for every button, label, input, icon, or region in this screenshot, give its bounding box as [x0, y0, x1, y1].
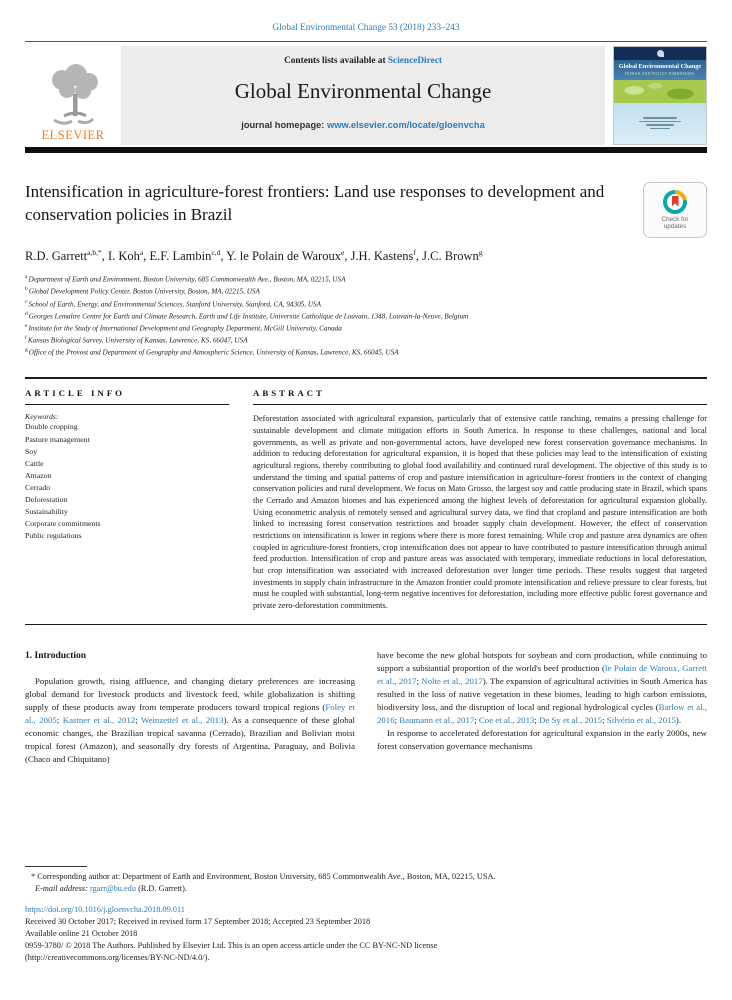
- footnote-divider: [25, 866, 87, 867]
- citation-link[interactable]: Silvério et al., 2015: [606, 714, 676, 725]
- intro-paragraph-2: In response to accelerated deforestation for agricultural expansion in the early 2000s, new forest conservation governance mechanisms: [377, 727, 707, 751]
- article-info-rule: [25, 404, 229, 405]
- elsevier-tree-icon: [34, 64, 112, 130]
- introduction-heading: 1. Introduction: [25, 650, 87, 661]
- author-affiliation-marker: a,b,*: [87, 248, 102, 257]
- journal-title: Global Environmental Change: [234, 79, 492, 103]
- affiliation-row: $^c$School of Earth, Energy, and Environmental Sciences, Stanford University, Stanford, CA, 94305, USA: [25, 298, 322, 308]
- keyword-item: Corporate commitments: [25, 519, 101, 529]
- text-segment: ;: [474, 714, 479, 725]
- article-info-column: [25, 388, 229, 611]
- citation-link[interactable]: Nolte et al., 2017: [421, 675, 483, 686]
- text-segment: ;: [135, 714, 141, 725]
- homepage-line: [121, 120, 605, 130]
- text-segment: , J.C. Brown: [415, 249, 479, 264]
- author-affiliation-marker: e: [340, 248, 345, 257]
- cover-text-bar: [650, 128, 670, 130]
- keyword-item: Deforestation: [25, 494, 68, 504]
- text-segment: ;: [534, 714, 540, 725]
- citation-link[interactable]: Coe et al., 2013: [478, 714, 535, 725]
- email-link[interactable]: rgarr@bu.edu: [90, 884, 136, 894]
- sciencedirect-link[interactable]: ScienceDirect: [387, 56, 442, 66]
- homepage-label: journal homepage:: [241, 120, 327, 130]
- masthead: [25, 46, 707, 145]
- text-segment: , E.F. Lambin: [143, 249, 212, 264]
- introduction-section: [25, 649, 707, 766]
- masthead-black-bar: [25, 147, 707, 153]
- citation-link[interactable]: Barlow et al., 2016: [377, 701, 707, 725]
- cover-text-bar: [646, 124, 674, 126]
- doi-link[interactable]: https://doi.org/10.1016/j.gloenvcha.2018.09.011: [25, 905, 185, 915]
- cover-text-bar: [643, 117, 677, 119]
- body-column-left: [25, 649, 355, 766]
- affiliation-row: $^f$Kansas Biological Survey, University of Kansas, Lawrence, KS, 66047, USA: [25, 335, 248, 345]
- affiliation-row: $^e$Institute for the Study of International Development and Geography Department, McGill University, Canada: [25, 322, 342, 333]
- abstract-column: [253, 388, 707, 611]
- cover-title: Global Environmental Change: [618, 63, 702, 70]
- affiliations: [25, 273, 707, 358]
- email-line: [25, 883, 707, 895]
- article-title: Intensification in agriculture-forest frontiers: Land use responses to development and conservation policies in Brazil: [25, 182, 605, 225]
- email-suffix: (R.D. Garrett).: [138, 884, 187, 894]
- abstract-end-divider: [25, 624, 707, 625]
- title-row: [25, 180, 707, 238]
- top-divider: [25, 41, 707, 42]
- corresponding-author-note: * Corresponding author at: Department of Earth and Environment, Boston University, 685 Commonwealth Ave., Boston, MA, 02215, USA.: [31, 872, 496, 881]
- license-line: (http://creativecommons.org/licenses/BY-NC-ND/4.0/).: [25, 953, 210, 963]
- cover-title-band: [614, 60, 706, 80]
- journal-citation-link[interactable]: Global Environmental Change 53 (2018) 233–243: [272, 23, 460, 33]
- text-segment: ;: [394, 714, 400, 725]
- citation-link[interactable]: Foley et al., 2005: [25, 701, 355, 725]
- affiliation-row: $^b$Global Development Policy Center, Boston University, Boston, MA, 02215, USA: [25, 286, 260, 296]
- cover-map-band: [614, 80, 706, 103]
- cover-footer: [614, 103, 706, 144]
- cover-subtitle: HUMAN AND POLICY DIMENSIONS: [625, 71, 695, 76]
- body-column-right: [377, 649, 707, 766]
- section-divider: [25, 377, 707, 379]
- author-affiliation-marker: f: [413, 248, 416, 257]
- text-segment: ;: [602, 714, 607, 725]
- badge-label: Check for updates: [661, 215, 689, 230]
- citation-link[interactable]: Kastner et al., 2012: [62, 714, 136, 725]
- cover-header-band: [614, 47, 706, 60]
- contents-line: [121, 56, 605, 66]
- author-affiliation-marker: g: [478, 248, 483, 257]
- elsevier-logo: [25, 46, 121, 145]
- abstract-heading: ABSTRACT: [253, 388, 325, 399]
- homepage-url-link[interactable]: www.elsevier.com/locate/gloenvcha: [326, 120, 485, 130]
- journal-cover-thumbnail: [613, 46, 707, 145]
- cover-text-bar: [639, 121, 681, 123]
- contents-prefix: Contents lists available at: [284, 56, 388, 66]
- citation-link[interactable]: Weinzettel et al., 2013: [140, 714, 224, 725]
- author-affiliation-marker: c,d: [211, 248, 221, 257]
- cover-logo-icon: [657, 50, 664, 57]
- abstract-text: Deforestation associated with agricultural expansion, particularly that of extensive cattle ranching, remains a pressing challenge for sustainable development and climate mitigation efforts in South America. In response to these challenges, national and local governments, as well as private and non-governmental actors, have developed new forest conservation governance mechanisms. In addition to reducing deforestation for agricultural expansion, it is hoped that these policies may lead to the intensification of existing agricultural regions, thereby contributing to global food availability and continued rural development. The objective of this study is to understand the timing and spatial patterns of crop and pasture intensification in agriculture-forest frontiers in the context of changing conservation policies and rural development. We focus on Mato Grosso, the largest soy and cattle producing state in Brazil, which spans the Cerrado and Amazon biomes and has experienced among the highest levels of deforestation for agricultural expansion globally. Using econometric analysis of remotely sensed and agricultural survey data, we find that cropland and pasture intensification are both linked to increasing forest conservation restrictions and broader supply chain development. However, the effect of conservation restrictions on intensification is lower in regions where there is more forest remaining. While crop and pasture area dynamics are often coupled in agriculture-forest frontiers, crop intensification does not appear to have contributed to pasture intensification through animal feed production. Intensification of crop and pasture areas was associated with temporary, immediate reductions in local deforestation, but crop intensification was associated with increased deforestation over longer time periods. These results suggest that targeted investments in supply chain infrastructure in the Amazon frontier could promote intensification and relieve pressure to clear forests, but must be coupled with substantial, long-term negative incentives for deforestation, including more effective public forest governance and private zero-deforestation commitments.: [253, 414, 707, 610]
- citation-link[interactable]: le Polain de Waroux, Garrett et al., 2017: [377, 662, 707, 686]
- history-line: Received 30 October 2017; Received in revised form 17 September 2018; Accepted 23 September 2018: [25, 917, 371, 927]
- author-line: [25, 248, 707, 264]
- text-segment: ). As a consequence of these global economic changes, the Brazilian tropical savanna (Cerrado), Brazilian and Bolivian moist tropical forest (Amazon), and seasonally dry forests of Argentina, Paraguay, and Bolivia (Chaco and Chiquitano): [25, 714, 355, 764]
- keyword-item: Sustainability: [25, 507, 68, 517]
- article-info-heading: ARTICLE INFO: [25, 388, 125, 399]
- text-segment: ;: [416, 675, 422, 686]
- text-segment: R.D. Garrett: [25, 249, 88, 264]
- author-affiliation-marker: a: [139, 248, 144, 257]
- elsevier-wordmark: ELSEVIER: [41, 128, 105, 142]
- doi-line: [25, 904, 707, 916]
- text-segment: , J.H. Kastens: [344, 249, 414, 264]
- text-segment: Population growth, rising affluence, and changing dietary preferences are increasing global demand for livestock products and livestock feed, while globalization is shifting supply of these products away from temperate producers toward tropical regions (: [25, 675, 355, 712]
- page-footer: [25, 866, 707, 964]
- keyword-item: Amazon: [25, 470, 52, 480]
- info-abstract-section: [25, 388, 707, 611]
- masthead-center: [121, 46, 605, 145]
- text-segment: , Y. le Polain de Waroux: [220, 249, 341, 264]
- affiliation-row: $^d$Georges Lemaître Centre for Earth and Climate Research, Earth and Life Institute, Université Catholique de Louvain, 1348, Louvain-la-Neuve, Belgium: [25, 310, 469, 321]
- keyword-item: Public regulations: [25, 531, 82, 541]
- keyword-item: Cerrado: [25, 482, 51, 492]
- keyword-item: Cattle: [25, 458, 44, 468]
- text-segment: ). The expansion of agricultural activities in South America has resulted in the loss of native vegetation in these biomes, leading to high carbon emissions, biodiversity loss, and the disruption of local and regional hydrological cycles (: [377, 675, 707, 712]
- text-segment: ).: [675, 714, 682, 725]
- crossmark-icon: [663, 190, 687, 214]
- text-segment: ;: [56, 714, 63, 725]
- keyword-item: Pasture management: [25, 434, 90, 444]
- abstract-rule: [253, 404, 707, 405]
- keywords-label: Keywords:: [25, 412, 59, 422]
- copyright-line: 0959-3780/ © 2018 The Authors. Published by Elsevier Ltd. This is an open access article under the CC BY-NC-ND license: [25, 941, 438, 951]
- intro-paragraph-1-cont: [377, 649, 707, 727]
- citation-link[interactable]: Baumann et al., 2017: [399, 714, 475, 725]
- intro-paragraph-1: [25, 675, 355, 766]
- text-segment: have become the new global hotspots for soybean and corn production, while continuing to support a substantial proportion of the world's beef production (: [377, 649, 707, 673]
- available-online-line: Available online 21 October 2018: [25, 929, 138, 939]
- affiliation-row: $^a$Department of Earth and Environment, Boston University, 685 Commonwealth Ave., Boston, MA, 02215, USA: [25, 274, 346, 284]
- email-label: E-mail address:: [35, 884, 88, 894]
- keyword-item: Double cropping: [25, 422, 78, 432]
- affiliation-row: $^g$Office of the Provost and Department of Geography and Atmospheric Science, University of Kansas, Lawrence, KS, 66045, USA: [25, 347, 399, 357]
- check-for-updates-badge[interactable]: [643, 182, 707, 238]
- citation-link[interactable]: De Sy et al., 2015: [539, 714, 603, 725]
- text-segment: , I. Koh: [101, 249, 140, 264]
- keyword-item: Soy: [25, 446, 38, 456]
